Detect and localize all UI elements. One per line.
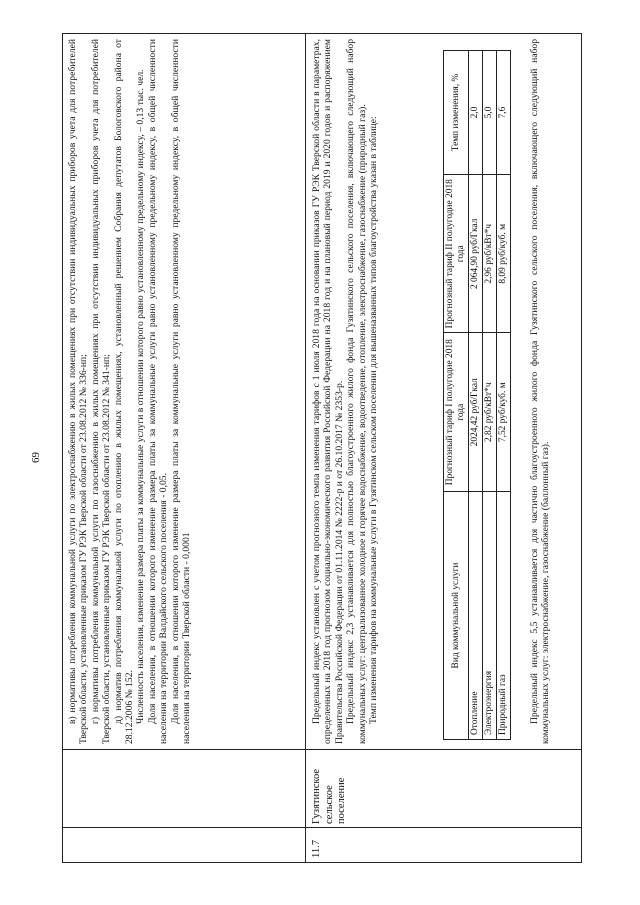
table-cell: 8,09 руб/куб. м (497, 175, 511, 333)
header-cell: Вид коммунальной услуги (444, 491, 469, 739)
header-cell: Темп изменения, % (444, 51, 469, 175)
row-text (311, 39, 379, 744)
closing-text (529, 39, 552, 744)
column-divider (63, 749, 581, 750)
row-divider (305, 34, 306, 862)
top-section-text (67, 39, 192, 744)
paragraph: Численность населения, изменение размера платы за коммунальные услуги в отношении которого равно установленному предельному индексу, – 0,13 тыс. чел. (135, 69, 147, 724)
paragraph: Доля населения, в отношении которого изменение размера платы за коммунальные услуги равно установленному предельному индексу, в общей численности населения на территории Валдайского сельского поселения - 0,05. (146, 39, 170, 744)
paragraph: Темп изменения тарифов на коммунальные услуги в Гузятинском сельском поселении для вышеназванных типов благоустройства указан в таблице: (368, 116, 380, 724)
table-cell: 2,96 руб/кВт*ч (483, 175, 497, 333)
table-cell: 5,0 (483, 51, 497, 175)
paragraph: д) норматив потребления коммунальной услуги по отоплению в жилых помещениях, установленный решением Собрания депутатов Бологовского района от 28.12.2006 № 152. (112, 39, 136, 744)
table-cell: 2 064,90 руб/Гкал (469, 175, 483, 333)
table-row (483, 51, 497, 740)
column-divider (63, 827, 581, 828)
row-number: 11.7 (311, 840, 322, 858)
paragraph: Предельный индекс 5,5 устанавливается для частично благоустроенного жилого фонда Гузятинского сельского поселения, включающего следующий набор коммунальных услуг: электроснабжение, газоснабжение (баллонный газ). (529, 39, 552, 744)
settlement-name: Гузятинское сельское поселение (311, 769, 347, 824)
table-cell: 7,6 (497, 51, 511, 175)
paragraph: в) нормативы потребления коммунальной услуги по электроснабжению в жилых помещениях при отсутствии индивидуальных приборов учета для потребителей Тверской области, установленные приказом ГУ РЭК Тверской области от 23.08.2012 № 336-нп; (67, 39, 90, 744)
table-cell: 2024,42 руб/Гкал (469, 333, 483, 491)
table-cell: 2,82 руб/кВт*ч (483, 333, 497, 491)
table-row (497, 51, 511, 740)
table-cell: 7,52 руб/куб. м (497, 333, 511, 491)
paragraph: Доля населения, в отношении которого изменение размера платы за коммунальные услуги равно установленному предельному индексу, в общей численности населения на территории Тверской области - 0,0001 (169, 39, 193, 744)
document-table (62, 33, 582, 863)
table-cell: Электроэнергия (483, 491, 497, 739)
table-cell: Природный газ (497, 491, 511, 739)
table-header-row (444, 51, 469, 740)
table-cell: Отопление (469, 491, 483, 739)
paragraph: г) нормативы потребления коммунальной услуги по газоснабжению в жилых помещениях при отсутствии индивидуальных приборов учета для потребителей Тверской области, установленные приказом ГУ РЭК Тверской области от 23.08.2012 № 341-нп; (89, 39, 113, 744)
paragraph: Предельный индекс 2,3 устанавливается для полностью благоустроенного жилого фонда Гузятинского сельского поселения, включающего следующий набор коммунальных услуг: централизованное холодное и горячее водоснабжение, водоотведение, отопление, электроснабжение, газоснабжение (природный газ). (345, 39, 368, 744)
header-cell: Прогнозный тариф I полугодие 2018 года (444, 333, 469, 491)
header-cell: Прогнозный тариф II полугодие 2018 года (444, 175, 469, 333)
table-row (469, 51, 483, 740)
page-number: 69 (30, 452, 42, 463)
paragraph: Предельный индекс установлен с учетом прогнозного темпа изменения тарифов с 1 июля 2018 года на основании приказов ГУ РЭК Тверской области в параметрах, определенных на 2018 год прогнозом социально-экономического развития Российской Федерации на 2018 год и на плановый период 2019 и 2020 годов и распоряжением Правительства Российской Федерации от 01.11.2014 № 2222-р и от 26.10.2017 № 2353-р. (311, 39, 345, 744)
tariff-table (443, 50, 511, 740)
table-cell: 2,0 (469, 51, 483, 175)
